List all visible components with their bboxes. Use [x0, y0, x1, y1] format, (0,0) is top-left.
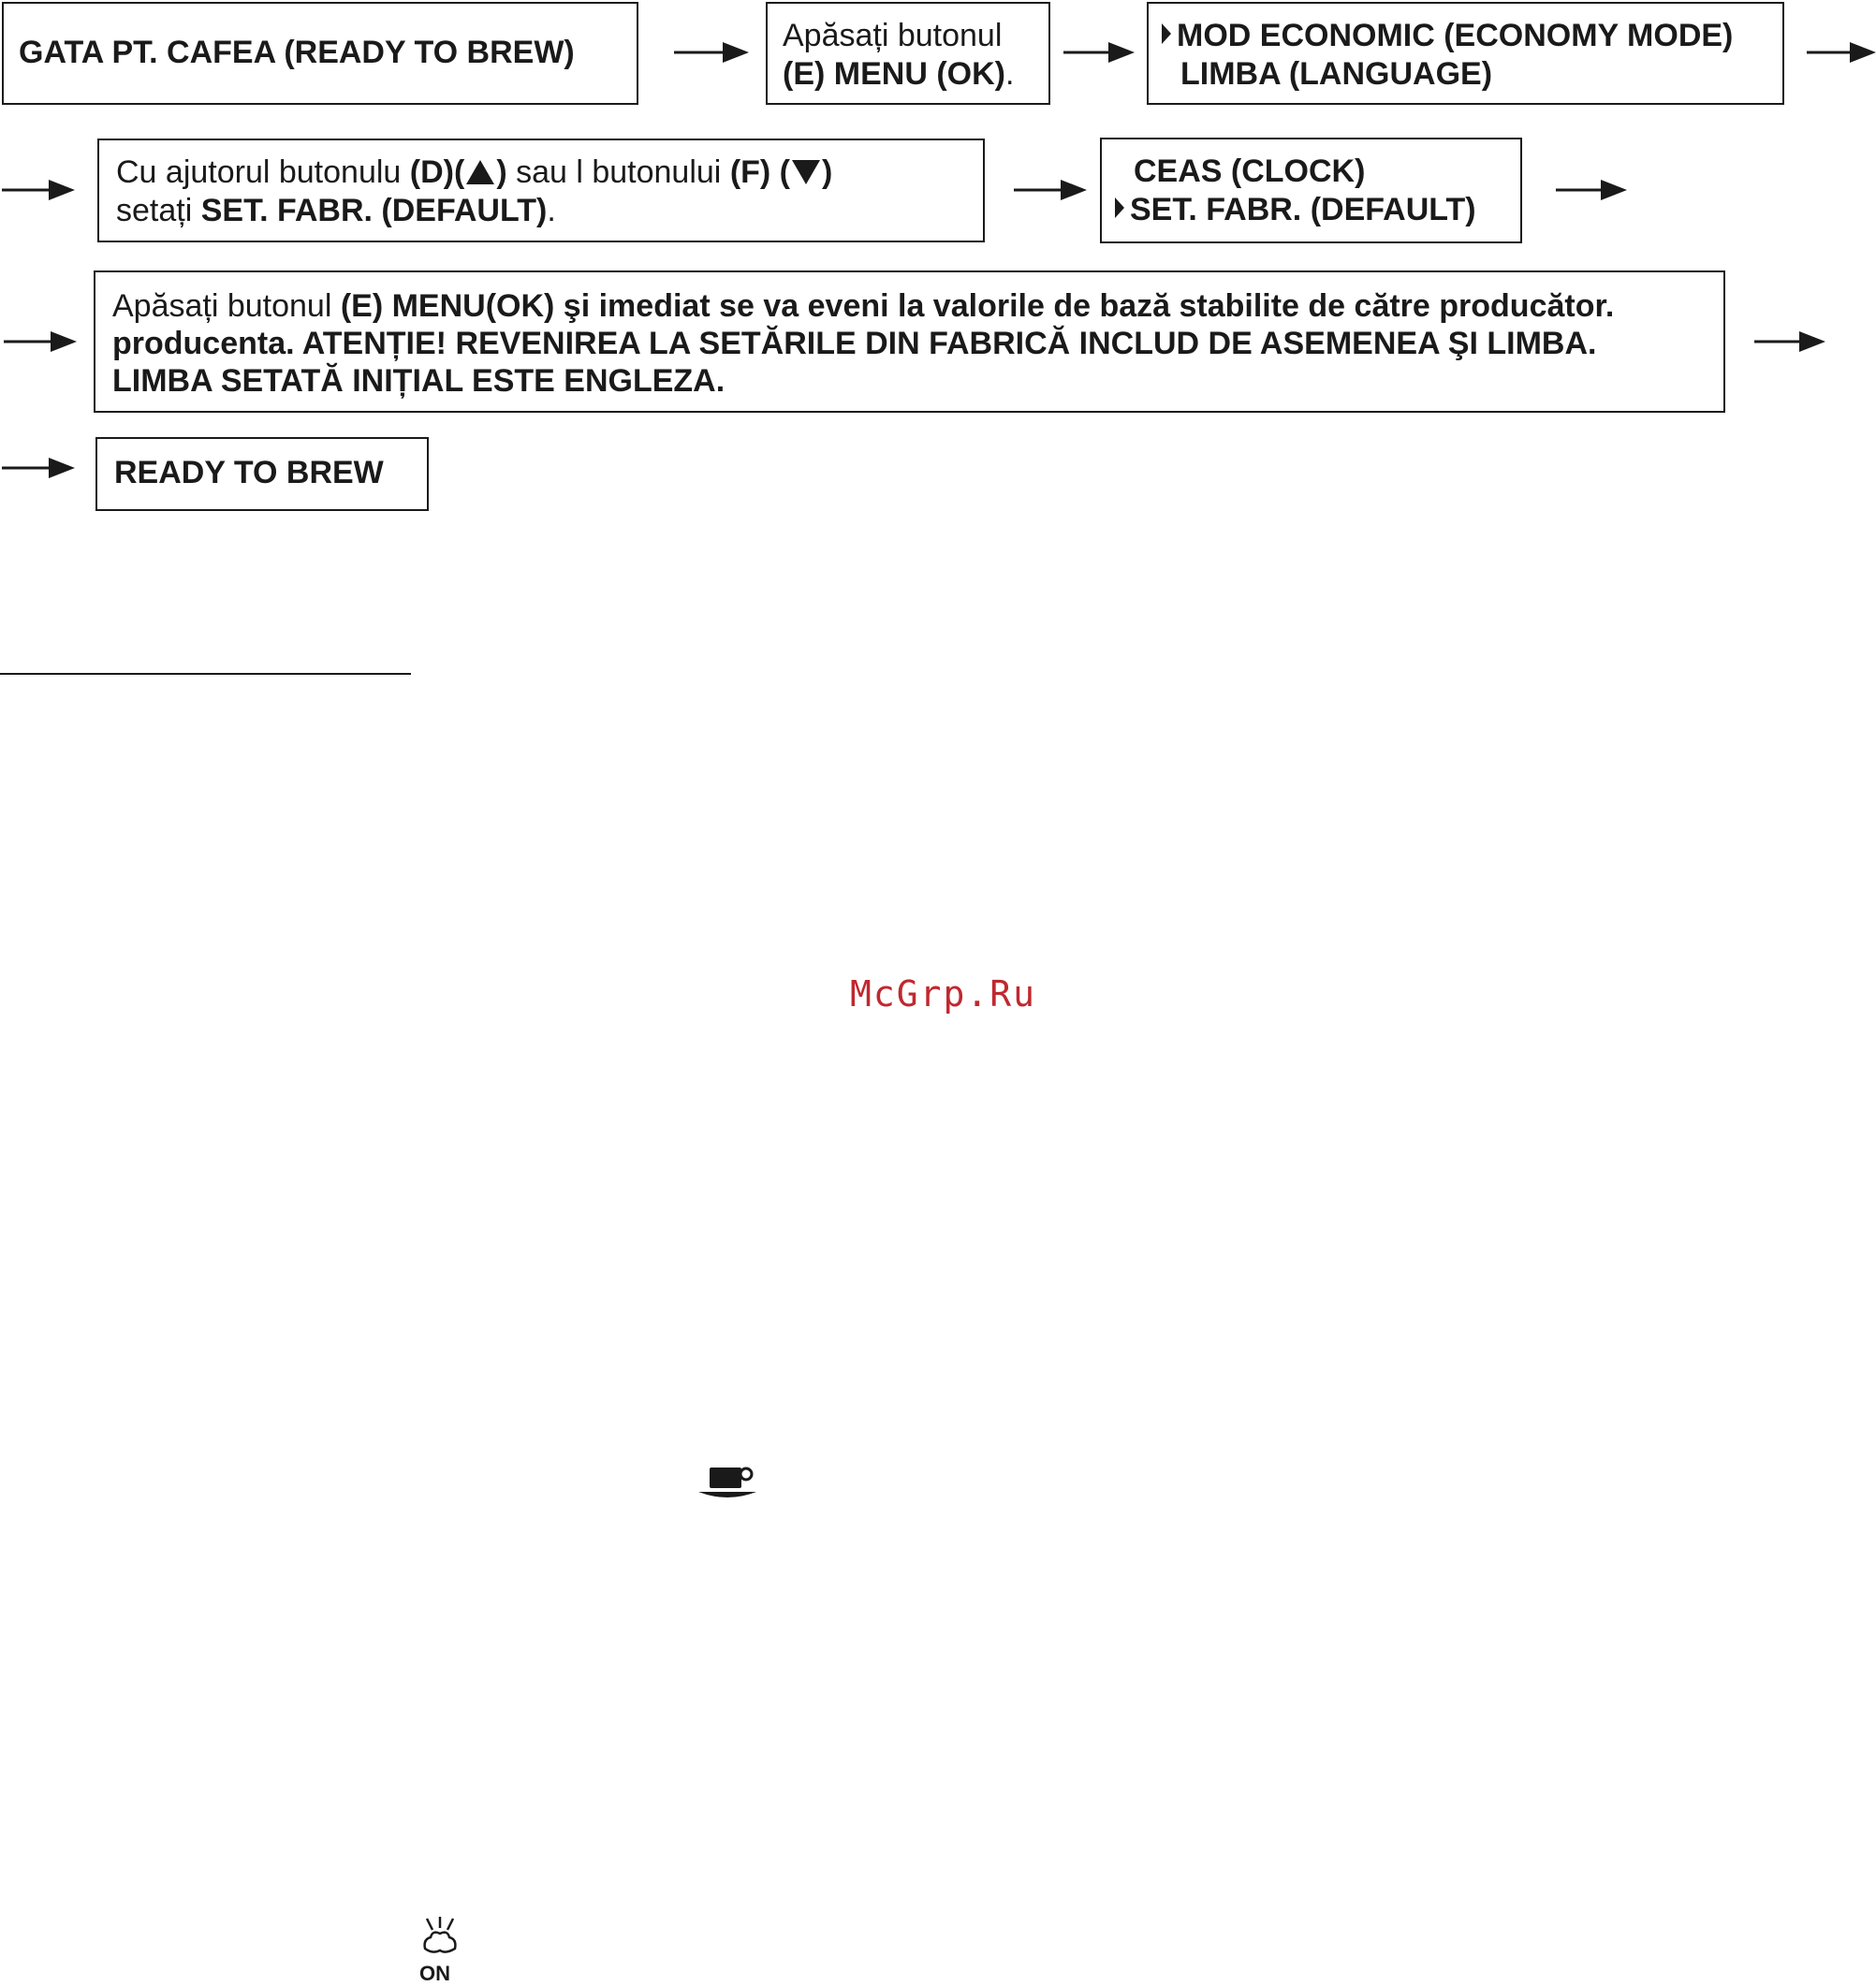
arrow-icon	[1807, 41, 1876, 64]
down-arrow-icon	[792, 160, 820, 184]
step-text: GATA PT. CAFEA (READY TO BREW)	[19, 35, 575, 70]
arrow-icon	[1556, 179, 1627, 201]
step-line-2: producenta. ATENȚIE! REVENIREA LA SETĂRILE DIN FABRICĂ INCLUD DE ASEMENEA ŞI LIMBA.	[112, 326, 1597, 361]
arrow-icon	[1014, 179, 1087, 201]
step-press-menu	[766, 2, 1050, 105]
divider-line	[0, 673, 411, 675]
selection-pointer-icon	[1162, 23, 1171, 44]
selection-pointer-icon	[1115, 197, 1124, 218]
step-line-2: setați SET. FABR. (DEFAULT).	[116, 193, 556, 228]
on-label: ON	[419, 1962, 450, 1985]
step-ready-to-brew-ro	[2, 2, 638, 105]
step-line-2: (E) MENU (OK).	[783, 56, 1015, 92]
arrow-icon	[1754, 330, 1825, 353]
display-line-2: SET. FABR. (DEFAULT)	[1115, 191, 1476, 228]
steam-icon	[419, 1917, 461, 1958]
arrow-icon	[2, 457, 75, 479]
arrow-icon	[4, 330, 77, 353]
up-arrow-icon	[466, 160, 494, 184]
step-select-default	[97, 139, 985, 242]
step-line-1: Apăsați butonul (E) MENU(OK) şi imediat se va eveni la valorile de bază stabilite de către producător.	[112, 288, 1615, 324]
step-line-3: LIMBA SETATĂ INIȚIAL ESTE ENGLEZA.	[112, 363, 725, 399]
display-line-1: MOD ECONOMIC (ECONOMY MODE)	[1162, 17, 1733, 54]
step-line-1: Apăsați butonul	[783, 18, 1003, 53]
step-confirm-reset	[94, 270, 1725, 413]
display-default	[1100, 138, 1522, 243]
arrow-icon	[674, 41, 749, 64]
display-line-1: CEAS (CLOCK)	[1134, 153, 1366, 189]
step-text: READY TO BREW	[114, 455, 384, 490]
coffee-cup-icon	[696, 1466, 758, 1503]
display-line-2: LIMBA (LANGUAGE)	[1180, 56, 1493, 92]
step-line-1: Cu ajutorul butonulu (D)( ) sau l butonului (F) ( )	[116, 154, 833, 190]
watermark: McGrp.Ru	[850, 973, 1037, 1015]
arrow-icon	[1063, 41, 1135, 64]
arrow-icon	[2, 179, 75, 201]
display-economy-mode	[1147, 2, 1784, 105]
step-ready-to-brew	[95, 437, 429, 511]
